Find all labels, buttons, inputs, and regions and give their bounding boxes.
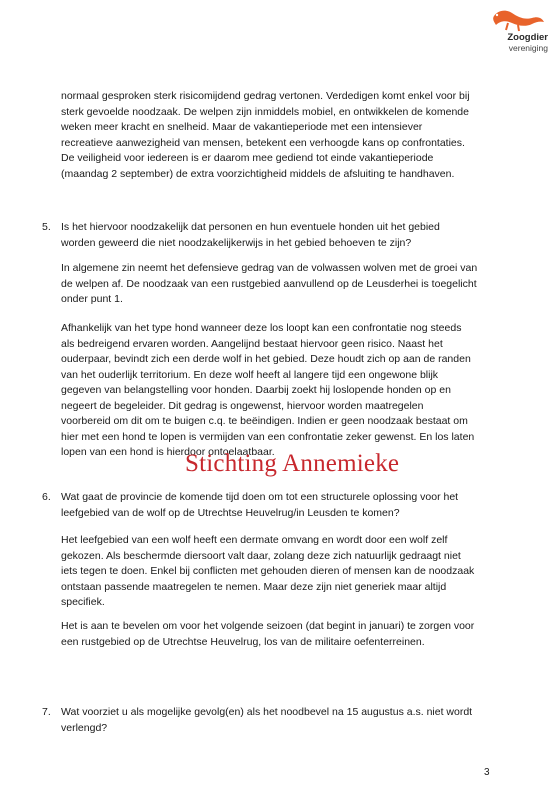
question-number-6: 6. [42, 491, 51, 503]
question-number-5: 5. [42, 221, 51, 233]
logo-subtitle: vereniging [508, 43, 548, 53]
answer-5-part-1: In algemene zin neemt het defensieve gedrag van de volwassen wolven met de groei van de welpen af. De noodzaak van een rustgebied aanvullend op de Leusderhei is toegelicht onder punt 1. [61, 262, 478, 305]
page-number: 3 [484, 767, 490, 778]
question-7: Wat voorziet u als mogelijke gevolg(en) als het noodbevel na 15 augustus a.s. niet wordt verlengd? [61, 706, 473, 734]
answer-6-part-1: Het leefgebied van een wolf heeft een dermate omvang en wordt door een wolf zelf gekozen. Als beschermde diersoort valt daar, zolang deze zich natuurlijk gedraagt niet iets tegen te doen. Enkel bij conflicten met gehouden dieren of mensen kan de noodzaak ontstaan passende maatregelen te nemen. Maar deze zijn niet generiek maar altijd specifiek. [61, 534, 475, 608]
question-6: Wat gaat de provincie de komende tijd doen om tot een structurele oplossing voor het leefgebied van de wolf op de Utrechtse Heuvelrug/in Leusden te komen? [61, 491, 459, 519]
paragraph-continuation: normaal gesproken sterk risicomijdend gedrag vertonen. Verdedigen komt enkel voor bij sterk gevoelde noodzaak. De welpen zijn inmiddels mobiel, en ontwikkelen de komende weken meer kracht en snelheid. Maar de vakantieperiode met een intensiever recreatieve aanwezigheid van mensen, betekent een verhoogde kans op confrontaties. De veiligheid voor iedereen is er daarom mee gediend tot einde vakantieperiode (maandag 2 september) de extra voorzichtigheid middels de afsluiting te handhaven. [61, 90, 470, 180]
question-5: Is het hiervoor noodzakelijk dat personen en hun eventuele honden uit het gebied worden geweerd die niet noodzakelijkerwijs in het gebied behoeven te zijn? [61, 221, 440, 249]
otter-icon [488, 6, 548, 32]
watermark-stichting-annemieke: Stichting Annemieke [185, 450, 400, 477]
answer-5-part-2: Afhankelijk van het type hond wanneer deze los loopt kan een confrontatie nog steeds als bedreigend ervaren worden. Aangelijnd bestaat hiervoor geen risico. Naast het ouderpaar, bevindt zich een derde wolf in het gebied. Deze houdt zich op aan de randen van het ouderlijk territorium. En deze wolf heeft al langere tijd een ongewone blijk gegeven van belangstelling voor honden. Daarbij zoekt hij loslopende honden op en negeert de begeleider. Dit gedrag is ongewenst, hiervoor worden maatregelen voorbereid om dit om te buigen c.q. te beëindigen. Indien er geen noodzaak bestaat om hier met een hond te lopen is vermijden van een confrontatie zeker gewenst. En los laten lopen van een hond is hierdoor ontoelaatbaar. [61, 322, 475, 458]
question-number-7: 7. [42, 706, 51, 718]
zoogdiervereniging-logo [470, 6, 550, 58]
answer-6-part-2: Het is aan te bevelen om voor het volgende seizoen (dat begint in januari) te zorgen voor een rustgebied op de Utrechtse Heuvelrug, los van de militaire oefenterreinen. [61, 620, 475, 648]
logo-name: Zoogdier [507, 32, 548, 43]
